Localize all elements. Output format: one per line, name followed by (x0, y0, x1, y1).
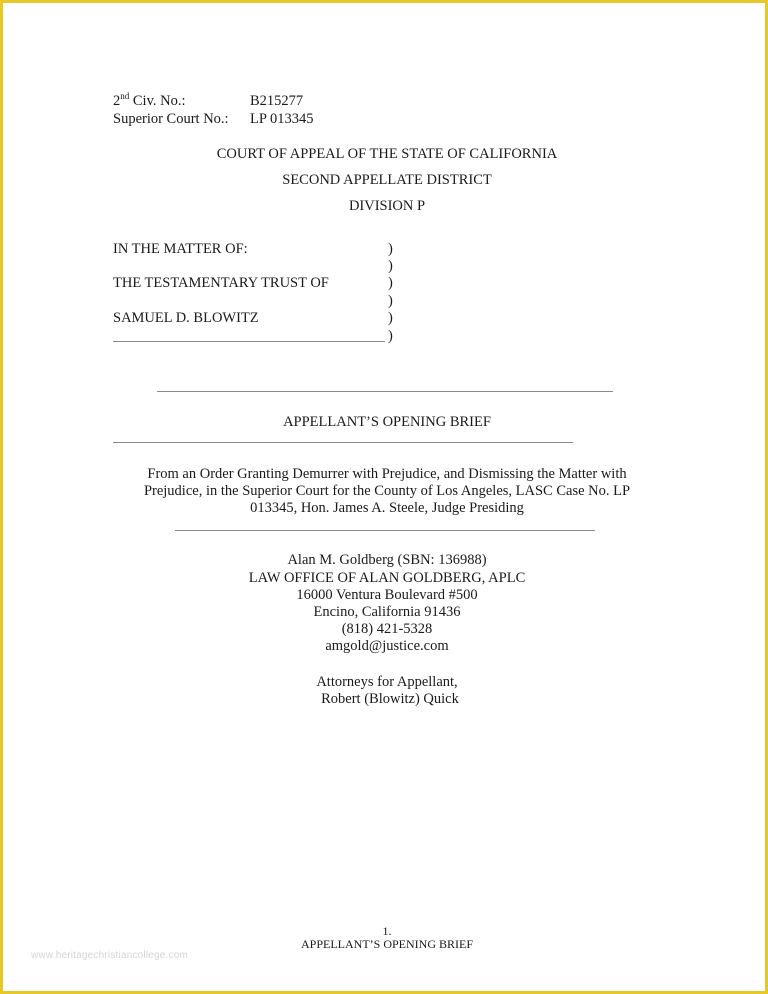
title-rule-bottom (113, 442, 573, 443)
order-description-line: From an Order Granting Demurrer with Prejudice, and Dismissing the Matter with (147, 466, 627, 482)
superior-court-value: LP 013345 (250, 111, 314, 127)
order-description (113, 466, 661, 517)
caption-paren: ) (388, 293, 393, 309)
order-description-line: Prejudice, in the Superior Court for the County of Los Angeles, LASC Case No. LP (143, 483, 631, 499)
caption-paren: ) (388, 310, 393, 326)
order-rule (175, 530, 595, 531)
appellant-name: Robert (Blowitz) Quick (321, 691, 459, 707)
title-rule-top (157, 391, 613, 392)
firm-city: Encino, California 91436 (313, 604, 461, 620)
footer-title: APPELLANT’S OPENING BRIEF (300, 937, 473, 951)
watermark: www.heritagechristiancollege.com (31, 950, 189, 961)
caption-name: SAMUEL D. BLOWITZ (113, 310, 259, 326)
caption-paren: ) (388, 258, 393, 274)
civ-no-superscript: nd (120, 91, 130, 102)
brief-title: APPELLANT’S OPENING BRIEF (283, 414, 491, 430)
civ-no-value: B215277 (250, 93, 304, 109)
civ-no-label (113, 93, 186, 110)
division: DIVISION P (348, 198, 426, 214)
firm-street: 16000 Ventura Boulevard #500 (296, 587, 478, 603)
superior-court-label: Superior Court No.: (113, 111, 229, 127)
caption-trust: THE TESTAMENTARY TRUST OF (113, 275, 329, 291)
civ-no-number: 2 (113, 93, 121, 109)
caption-matter-of: IN THE MATTER OF: (113, 241, 248, 257)
caption-paren: ) (388, 328, 393, 344)
caption-underline (113, 341, 385, 342)
caption-paren: ) (388, 241, 393, 257)
law-firm: LAW OFFICE OF ALAN GOLDBERG, APLC (248, 570, 526, 586)
court-name: COURT OF APPEAL OF THE STATE OF CALIFORNIA (216, 146, 558, 162)
appellate-district: SECOND APPELLATE DISTRICT (282, 172, 492, 188)
page-number: 1. (382, 924, 392, 938)
order-description-line: 013345, Hon. James A. Steele, Judge Presiding (250, 500, 524, 516)
firm-phone: (818) 421-5328 (341, 621, 433, 637)
caption-paren: ) (388, 275, 393, 291)
attorney-name: Alan M. Goldberg (SBN: 136988) (287, 552, 487, 568)
civ-no-text: Civ. No.: (129, 93, 186, 109)
attorneys-for: Attorneys for Appellant, (316, 674, 458, 690)
firm-email: amgold@justice.com (325, 638, 449, 654)
